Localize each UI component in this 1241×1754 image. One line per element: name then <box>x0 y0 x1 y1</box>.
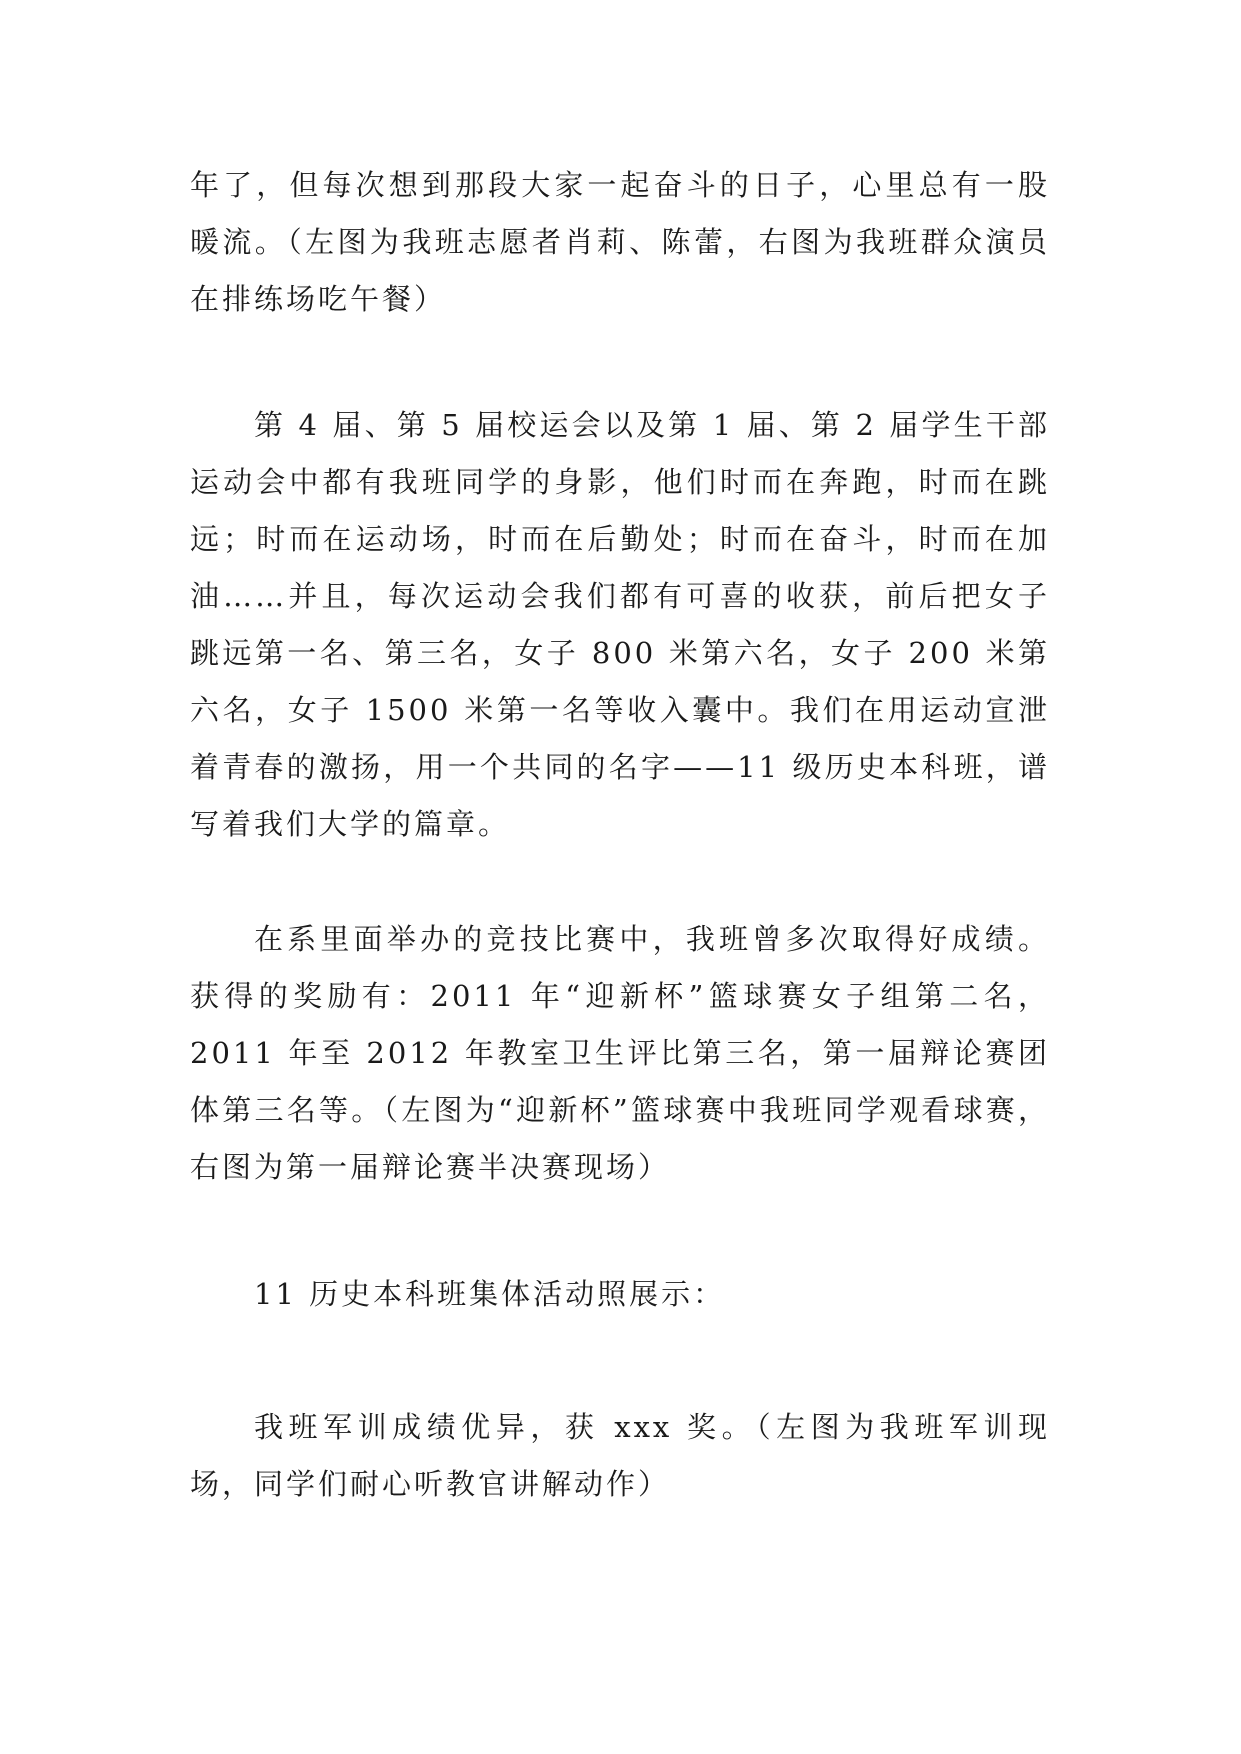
document-page <box>190 0 1050 1754</box>
paragraph-military-training: 我班军训成绩优异，获 xxx 奖。（左图为我班军训现场，同学们耐心听教官讲解动作） <box>190 1410 1050 1501</box>
paragraph-volunteer-memory: 年了，但每次想到那段大家一起奋斗的日子，心里总有一股暖流。（左图为我班志愿者肖莉、陈蕾，右图为我班群众演员在排练场吃午餐） <box>190 168 1050 316</box>
paragraph-department-competitions: 在系里面举办的竞技比赛中，我班曾多次取得好成绩。获得的奖励有：2011 年“迎新杯”篮球赛女子组第二名，2011 年至 2012 年教室卫生评比第三名，第一届辩论赛团体第三名等。（左图为“迎新杯”篮球赛中我班同学观看球赛，右图为第一届辩论赛半决赛现场） <box>190 922 1050 1184</box>
paragraph-sports-meet: 第 4 届、第 5 届校运会以及第 1 届、第 2 届学生干部运动会中都有我班同学的身影，他们时而在奔跑，时而在跳远；时而在运动场，时而在后勤处；时而在奋斗，时而在加油……并且，每次运动会我们都有可喜的收获，前后把女子跳远第一名、第三名，女子 800 米第六名，女子 200 米第六名，女子 1500 米第一名等收入囊中。我们在用运动宣泄着青春的激扬，用一个共同的名字——11 级历史本科班，谱写着我们大学的篇章。 <box>190 408 1050 841</box>
paragraph-activity-photos-heading: 11 历史本科班集体活动照展示： <box>254 1277 726 1311</box>
